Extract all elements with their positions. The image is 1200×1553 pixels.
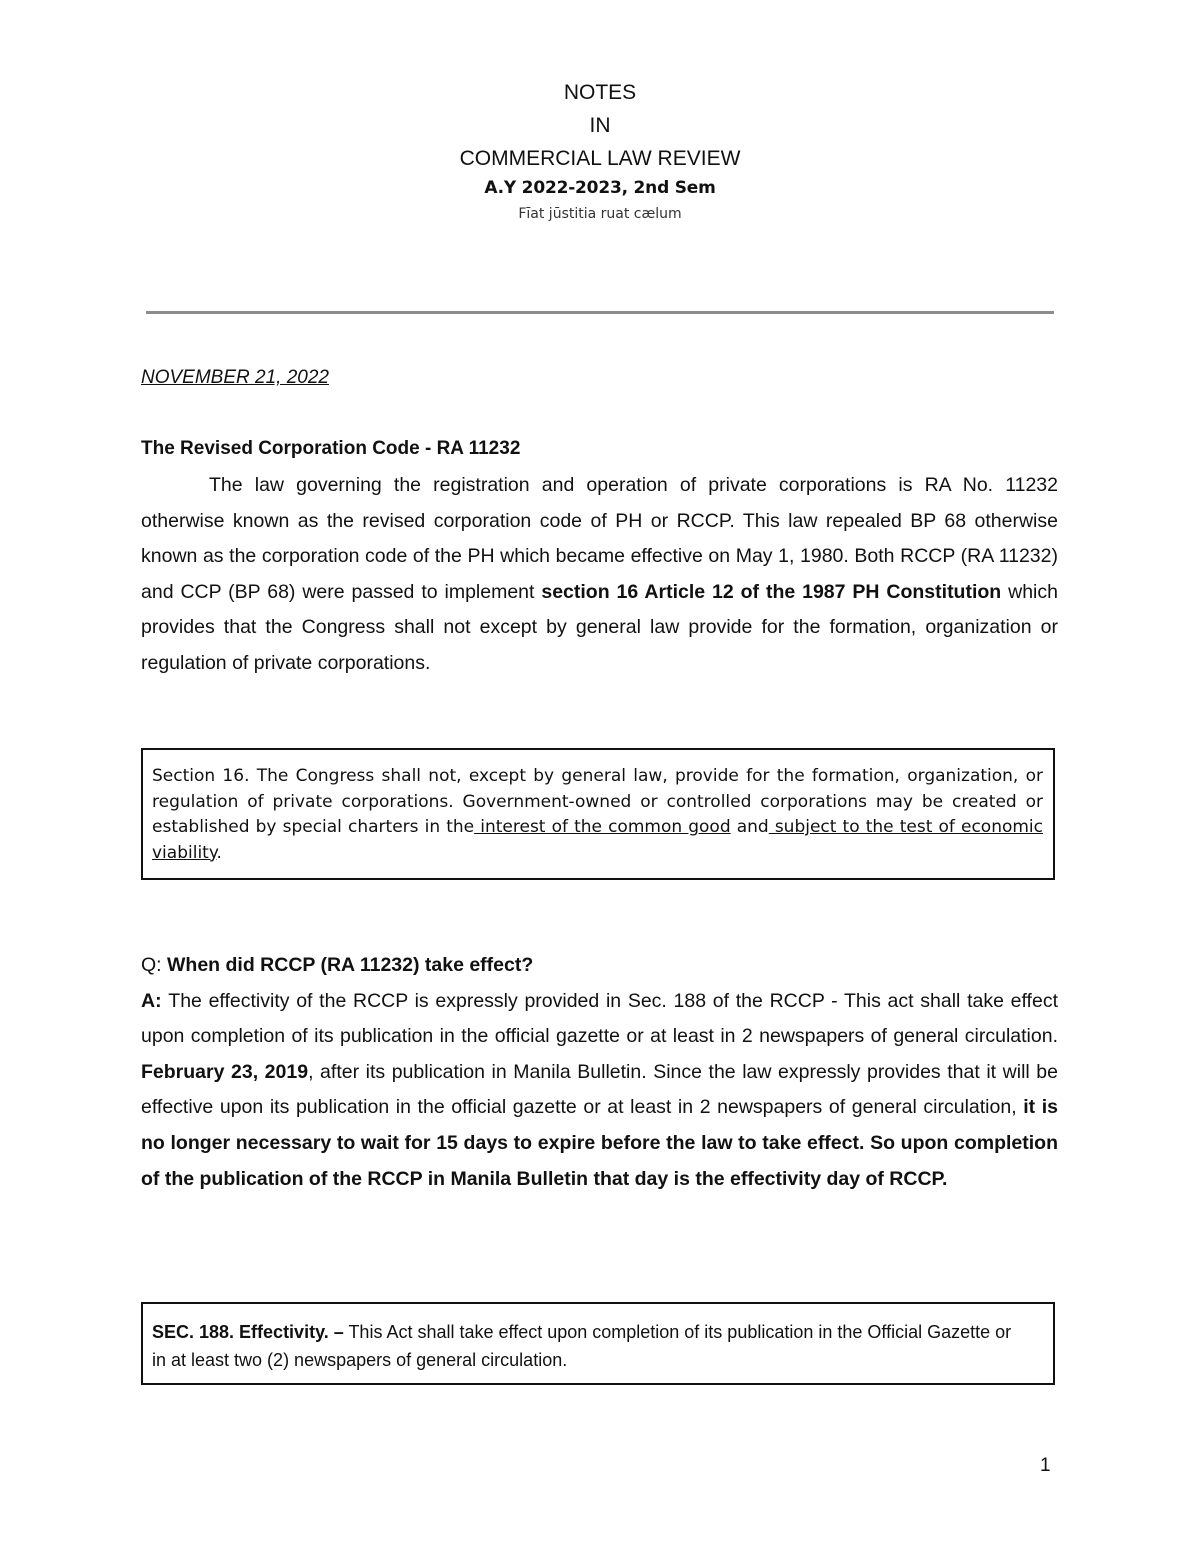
sec-188-text: This Act shall take effect upon completion of its publication in the Official Gazette or in at least two (2) newspapers of general circulation. [152, 1322, 1012, 1370]
answer-text-1: The effectivity of the RCCP is expressly provided in Sec. 188 of the RCCP - This act shall take effect upon completion of its publication in the official gazette or at least in 2 newspapers of general circulation. [141, 989, 1058, 1048]
motto: Fīat jūstitia ruat cælum [518, 206, 682, 222]
answer-label: A: [141, 989, 169, 1012]
quote-and: and [730, 817, 769, 837]
sec-188-box [141, 1302, 1055, 1385]
intro-text-1: The law governing the registration and operation of private corporations is RA No. 11232 otherwise known as the revised corporation code of PH or RCCP. This law repealed BP 68 otherwise known as the corporation code of the PH which became effective on May 1, 1980. Both RCCP (RA 11232) and CCP (BP 68) were passed to implement [141, 474, 1058, 603]
sec-188-heading: SEC. 188. Effectivity. – [152, 1322, 344, 1342]
constitution-quote-box [141, 748, 1055, 880]
intro-paragraph [141, 468, 1058, 682]
horizontal-rule [146, 311, 1054, 314]
constitution-reference: section 16 Article 12 of the 1987 PH Constitution [541, 580, 1002, 603]
quote-end: . [216, 842, 222, 863]
quote-text: Section 16. The Congress shall not, except by general law, provide for the formation, organization, or regulation of private corporations. Government-owned or controlled corporations may be created or established by special charters in the [152, 766, 1043, 837]
quote-underline-common-good: interest of the common good [474, 817, 731, 837]
question-label: Q: [141, 954, 168, 976]
title-course: COMMERCIAL LAW REVIEW [459, 147, 741, 170]
effectivity-date: February 23, 2019 [141, 1060, 309, 1083]
question-text: When did RCCP (RA 11232) take effect? [167, 954, 534, 976]
page-number: 1 [1040, 1455, 1051, 1476]
answer-text-2: , after its publication in Manila Bulletin. Since the law expressly provides that it will be effective upon its publication in the official gazette or at least in 2 newspapers of general circulation, [141, 1060, 1058, 1119]
lecture-date: NOVEMBER 21, 2022 [141, 367, 329, 388]
answer-bold-conclusion: it is no longer necessary to wait for 15 days to expire before the law to take effect. So upon completion of the publication of the RCCP in Manila Bulletin that day is the effectivity day of RCCP. [141, 1096, 1058, 1190]
title-in: IN [589, 114, 611, 137]
academic-year: A.Y 2022-2023, 2nd Sem [484, 178, 716, 198]
title-notes: NOTES [563, 81, 637, 104]
intro-text-2: which provides that the Congress shall not except by general law provide for the formation, organization or regulation of private corporations. [141, 580, 1058, 674]
qa-block [141, 948, 1058, 1197]
title-block [0, 76, 1200, 227]
section-heading: The Revised Corporation Code - RA 11232 [141, 438, 521, 459]
quote-underline-viability: subject to the test of economic viability [152, 817, 1043, 863]
